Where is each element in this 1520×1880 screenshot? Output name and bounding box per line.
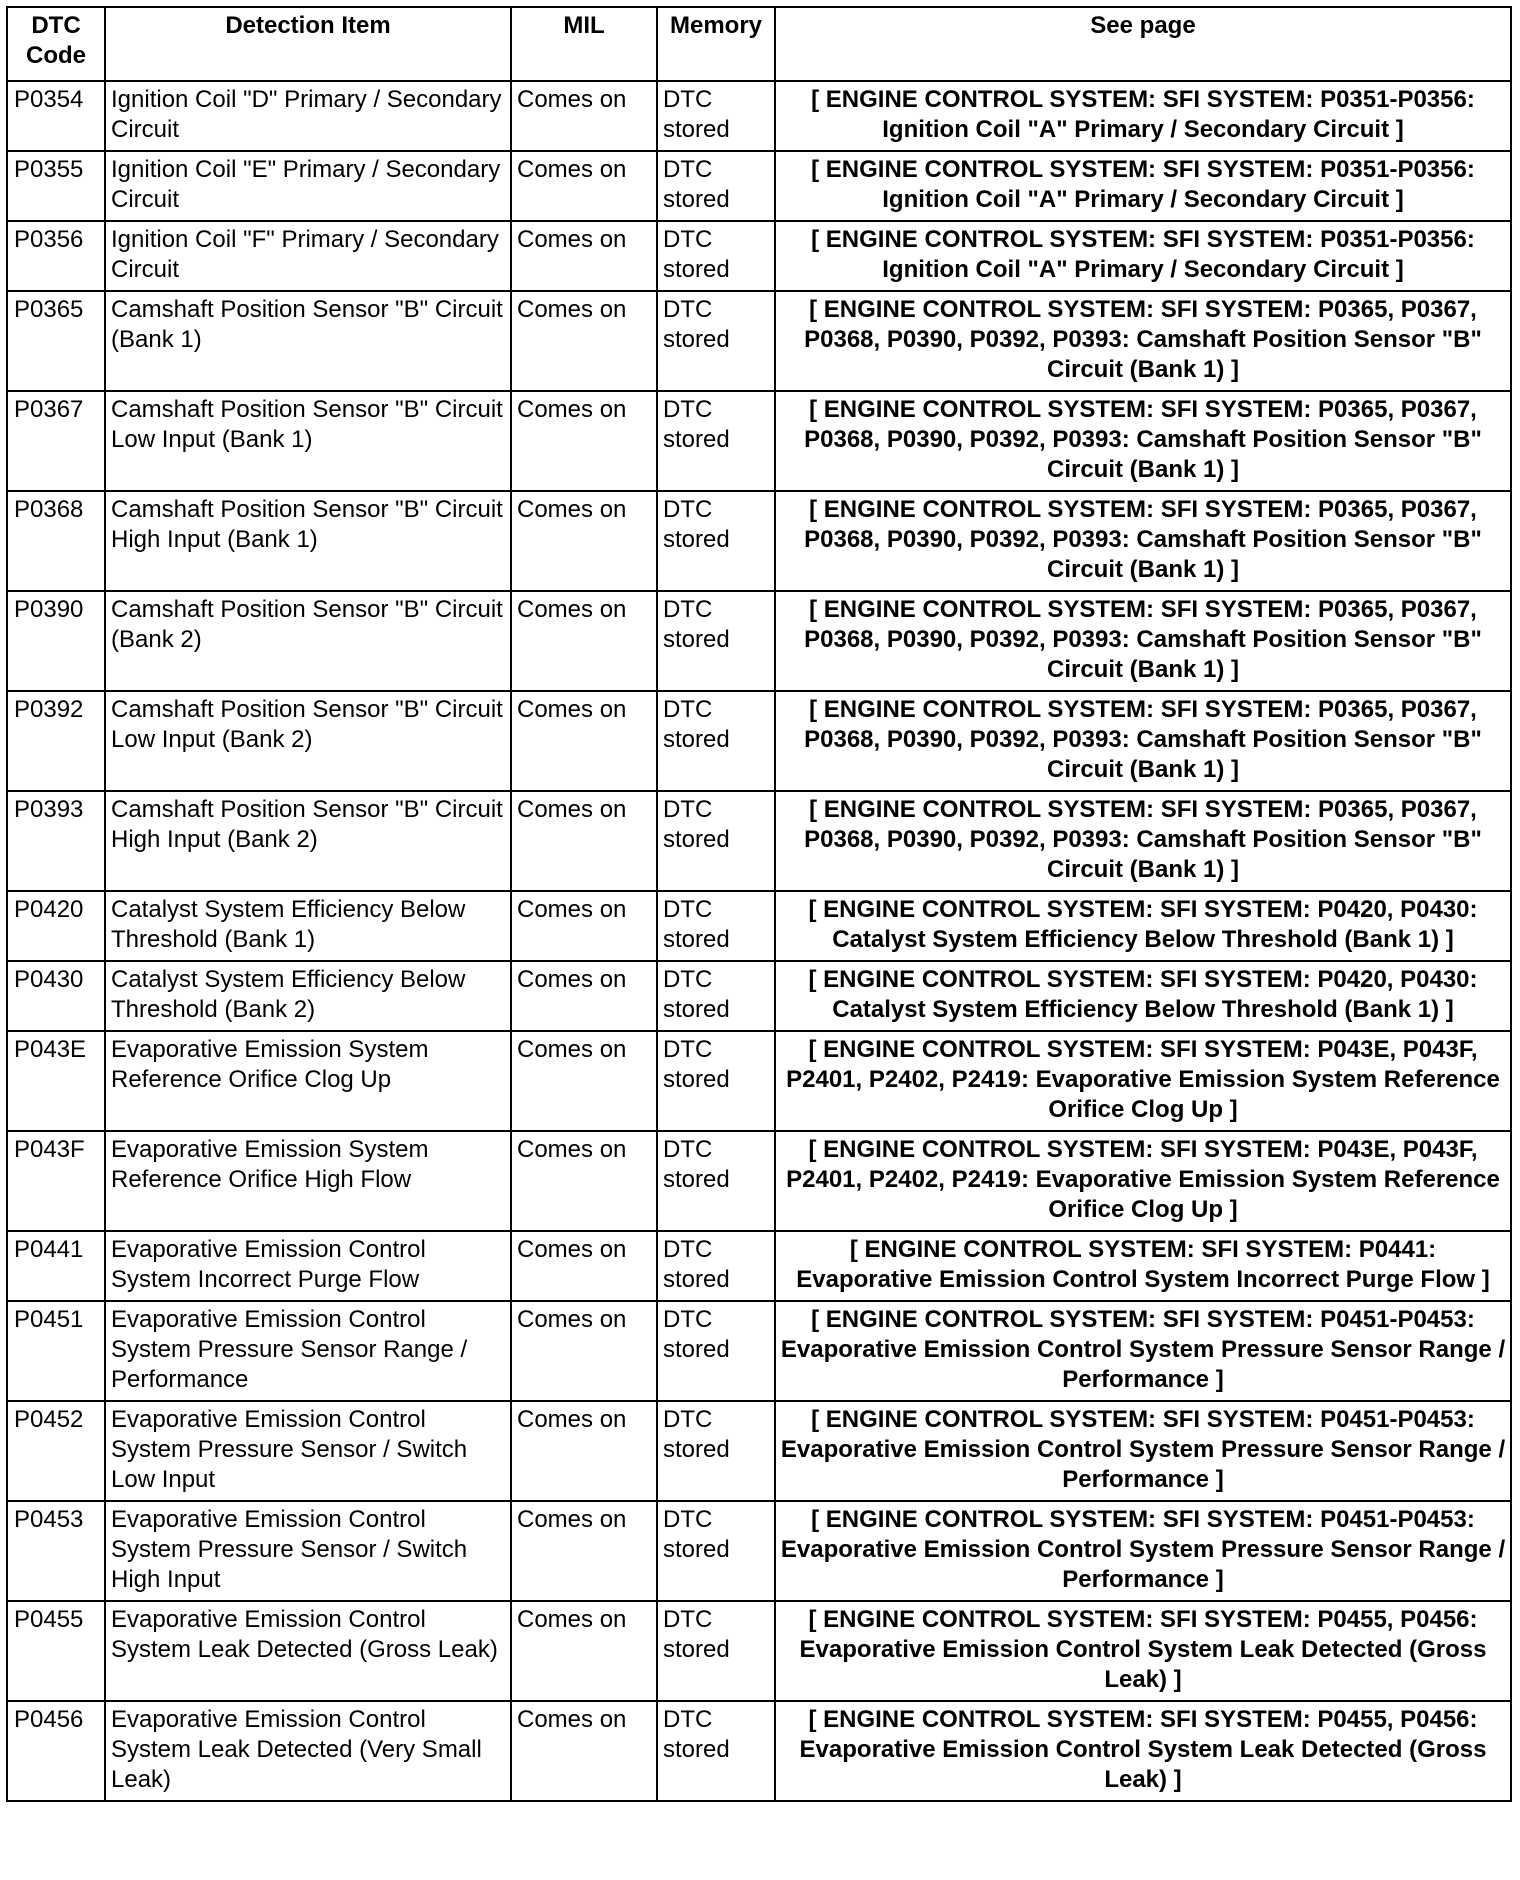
memory-cell: [657, 891, 775, 961]
memory-cell: [657, 1301, 775, 1401]
memory-line-2: stored: [663, 526, 730, 553]
memory-line-1: DTC: [663, 1236, 713, 1263]
memory-cell: [657, 1701, 775, 1801]
dtc-code-cell: P0390: [7, 591, 105, 691]
table-row: [7, 1231, 1511, 1301]
memory-cell: [657, 1131, 775, 1231]
mil-cell: Comes on: [511, 591, 657, 691]
see-page-link[interactable]: [ ENGINE CONTROL SYSTEM: SFI SYSTEM: P0351-P0356: Ignition Coil "A" Primary / Secondary Circuit ]: [775, 221, 1511, 291]
table-row: [7, 691, 1511, 791]
memory-cell: [657, 81, 775, 151]
memory-line-1: DTC: [663, 86, 713, 113]
dtc-code-cell: P0354: [7, 81, 105, 151]
memory-line-1: DTC: [663, 1406, 713, 1433]
mil-cell: Comes on: [511, 151, 657, 221]
memory-line-2: stored: [663, 1066, 730, 1093]
memory-line-1: DTC: [663, 226, 713, 253]
table-row: [7, 791, 1511, 891]
dtc-code-cell: P0356: [7, 221, 105, 291]
dtc-code-cell: P043E: [7, 1031, 105, 1131]
memory-line-2: stored: [663, 826, 730, 853]
see-page-link[interactable]: [ ENGINE CONTROL SYSTEM: SFI SYSTEM: P0365, P0367, P0368, P0390, P0392, P0393: Camshaft Position Sensor "B" Circuit (Bank 1) ]: [775, 591, 1511, 691]
see-page-link[interactable]: [ ENGINE CONTROL SYSTEM: SFI SYSTEM: P043E, P043F, P2401, P2402, P2419: Evaporative Emission System Reference Orifice Clog Up ]: [775, 1031, 1511, 1131]
detection-item-cell: Evaporative Emission Control System Leak Detected (Very Small Leak): [105, 1701, 511, 1801]
mil-cell: Comes on: [511, 1701, 657, 1801]
see-page-link[interactable]: [ ENGINE CONTROL SYSTEM: SFI SYSTEM: P0351-P0356: Ignition Coil "A" Primary / Secondary Circuit ]: [775, 81, 1511, 151]
memory-cell: [657, 791, 775, 891]
memory-line-1: DTC: [663, 796, 713, 823]
table-row: [7, 391, 1511, 491]
memory-line-1: DTC: [663, 1306, 713, 1333]
memory-line-2: stored: [663, 926, 730, 953]
dtc-code-cell: P0453: [7, 1501, 105, 1601]
dtc-code-cell: P0365: [7, 291, 105, 391]
table-row: [7, 891, 1511, 961]
memory-line-2: stored: [663, 1636, 730, 1663]
memory-cell: [657, 291, 775, 391]
detection-item-cell: Catalyst System Efficiency Below Threshold (Bank 1): [105, 891, 511, 961]
memory-cell: [657, 391, 775, 491]
dtc-code-cell: P0368: [7, 491, 105, 591]
dtc-code-cell: P0451: [7, 1301, 105, 1401]
mil-cell: Comes on: [511, 1501, 657, 1601]
see-page-link[interactable]: [ ENGINE CONTROL SYSTEM: SFI SYSTEM: P0455, P0456: Evaporative Emission Control System Leak Detected (Gross Leak) ]: [775, 1701, 1511, 1801]
table-row: [7, 1501, 1511, 1601]
see-page-link[interactable]: [ ENGINE CONTROL SYSTEM: SFI SYSTEM: P0420, P0430: Catalyst System Efficiency Below Threshold (Bank 1) ]: [775, 961, 1511, 1031]
memory-cell: [657, 691, 775, 791]
mil-cell: Comes on: [511, 1401, 657, 1501]
memory-line-2: stored: [663, 426, 730, 453]
mil-cell: Comes on: [511, 491, 657, 591]
mil-cell: Comes on: [511, 391, 657, 491]
detection-item-cell: Camshaft Position Sensor "B" Circuit (Bank 1): [105, 291, 511, 391]
header-detection-item: Detection Item: [105, 7, 511, 81]
mil-cell: Comes on: [511, 1031, 657, 1131]
memory-cell: [657, 1231, 775, 1301]
dtc-table-container: [6, 6, 1512, 1802]
detection-item-cell: Evaporative Emission Control System Pressure Sensor Range / Performance: [105, 1301, 511, 1401]
mil-cell: Comes on: [511, 221, 657, 291]
memory-line-2: stored: [663, 1166, 730, 1193]
memory-line-1: DTC: [663, 296, 713, 323]
mil-cell: Comes on: [511, 1131, 657, 1231]
see-page-link[interactable]: [ ENGINE CONTROL SYSTEM: SFI SYSTEM: P0351-P0356: Ignition Coil "A" Primary / Secondary Circuit ]: [775, 151, 1511, 221]
memory-line-1: DTC: [663, 1136, 713, 1163]
table-row: [7, 291, 1511, 391]
table-row: [7, 81, 1511, 151]
memory-cell: [657, 961, 775, 1031]
table-row: [7, 1301, 1511, 1401]
header-dtc-code-line2: Code: [26, 42, 86, 69]
dtc-code-cell: P043F: [7, 1131, 105, 1231]
memory-line-1: DTC: [663, 396, 713, 423]
table-row: [7, 1401, 1511, 1501]
memory-line-2: stored: [663, 326, 730, 353]
table-row: [7, 151, 1511, 221]
mil-cell: Comes on: [511, 891, 657, 961]
memory-line-2: stored: [663, 1736, 730, 1763]
see-page-link[interactable]: [ ENGINE CONTROL SYSTEM: SFI SYSTEM: P043E, P043F, P2401, P2402, P2419: Evaporative Emission System Reference Orifice Clog Up ]: [775, 1131, 1511, 1231]
memory-line-2: stored: [663, 116, 730, 143]
memory-line-2: stored: [663, 186, 730, 213]
detection-item-cell: Camshaft Position Sensor "B" Circuit Low Input (Bank 2): [105, 691, 511, 791]
memory-line-1: DTC: [663, 496, 713, 523]
see-page-link[interactable]: [ ENGINE CONTROL SYSTEM: SFI SYSTEM: P0365, P0367, P0368, P0390, P0392, P0393: Camshaft Position Sensor "B" Circuit (Bank 1) ]: [775, 691, 1511, 791]
detection-item-cell: Camshaft Position Sensor "B" Circuit (Bank 2): [105, 591, 511, 691]
dtc-code-cell: P0430: [7, 961, 105, 1031]
mil-cell: Comes on: [511, 81, 657, 151]
header-see-page: See page: [775, 7, 1511, 81]
see-page-link[interactable]: [ ENGINE CONTROL SYSTEM: SFI SYSTEM: P0420, P0430: Catalyst System Efficiency Below Threshold (Bank 1) ]: [775, 891, 1511, 961]
detection-item-cell: Evaporative Emission Control System Incorrect Purge Flow: [105, 1231, 511, 1301]
memory-line-1: DTC: [663, 896, 713, 923]
detection-item-cell: Ignition Coil "D" Primary / Secondary Circuit: [105, 81, 511, 151]
detection-item-cell: Camshaft Position Sensor "B" Circuit High Input (Bank 2): [105, 791, 511, 891]
see-page-link[interactable]: [ ENGINE CONTROL SYSTEM: SFI SYSTEM: P0441: Evaporative Emission Control System Incorrect Purge Flow ]: [775, 1231, 1511, 1301]
see-page-link[interactable]: [ ENGINE CONTROL SYSTEM: SFI SYSTEM: P0451-P0453: Evaporative Emission Control System Pressure Sensor Range / Performance ]: [775, 1501, 1511, 1601]
mil-cell: Comes on: [511, 1231, 657, 1301]
mil-cell: Comes on: [511, 691, 657, 791]
dtc-code-cell: P0420: [7, 891, 105, 961]
see-page-link[interactable]: [ ENGINE CONTROL SYSTEM: SFI SYSTEM: P0451-P0453: Evaporative Emission Control System Pressure Sensor Range / Performance ]: [775, 1401, 1511, 1501]
memory-line-1: DTC: [663, 696, 713, 723]
detection-item-cell: Evaporative Emission Control System Pressure Sensor / Switch High Input: [105, 1501, 511, 1601]
mil-cell: Comes on: [511, 291, 657, 391]
table-row: [7, 591, 1511, 691]
table-row: [7, 1031, 1511, 1131]
memory-line-2: stored: [663, 1266, 730, 1293]
memory-cell: [657, 491, 775, 591]
detection-item-cell: Catalyst System Efficiency Below Threshold (Bank 2): [105, 961, 511, 1031]
detection-item-cell: Evaporative Emission System Reference Orifice High Flow: [105, 1131, 511, 1231]
memory-line-2: stored: [663, 996, 730, 1023]
dtc-code-cell: P0355: [7, 151, 105, 221]
see-page-link[interactable]: [ ENGINE CONTROL SYSTEM: SFI SYSTEM: P0455, P0456: Evaporative Emission Control System Leak Detected (Gross Leak) ]: [775, 1601, 1511, 1701]
mil-cell: Comes on: [511, 1301, 657, 1401]
table-row: [7, 491, 1511, 591]
memory-cell: [657, 151, 775, 221]
dtc-code-cell: P0367: [7, 391, 105, 491]
table-header-row: [7, 7, 1511, 81]
detection-item-cell: Evaporative Emission Control System Leak Detected (Gross Leak): [105, 1601, 511, 1701]
table-row: [7, 1131, 1511, 1231]
table-row: [7, 221, 1511, 291]
detection-item-cell: Evaporative Emission Control System Pressure Sensor / Switch Low Input: [105, 1401, 511, 1501]
memory-line-1: DTC: [663, 1706, 713, 1733]
memory-line-2: stored: [663, 1436, 730, 1463]
memory-line-2: stored: [663, 256, 730, 283]
memory-cell: [657, 1401, 775, 1501]
memory-cell: [657, 1501, 775, 1601]
mil-cell: Comes on: [511, 1601, 657, 1701]
dtc-code-cell: P0452: [7, 1401, 105, 1501]
see-page-link[interactable]: [ ENGINE CONTROL SYSTEM: SFI SYSTEM: P0365, P0367, P0368, P0390, P0392, P0393: Camshaft Position Sensor "B" Circuit (Bank 1) ]: [775, 291, 1511, 391]
dtc-code-cell: P0393: [7, 791, 105, 891]
detection-item-cell: Ignition Coil "E" Primary / Secondary Circuit: [105, 151, 511, 221]
dtc-code-cell: P0392: [7, 691, 105, 791]
memory-cell: [657, 1601, 775, 1701]
dtc-code-cell: P0456: [7, 1701, 105, 1801]
memory-line-1: DTC: [663, 596, 713, 623]
memory-line-2: stored: [663, 626, 730, 653]
see-page-link[interactable]: [ ENGINE CONTROL SYSTEM: SFI SYSTEM: P0365, P0367, P0368, P0390, P0392, P0393: Camshaft Position Sensor "B" Circuit (Bank 1) ]: [775, 491, 1511, 591]
mil-cell: Comes on: [511, 791, 657, 891]
memory-line-1: DTC: [663, 966, 713, 993]
detection-item-cell: Camshaft Position Sensor "B" Circuit Low Input (Bank 1): [105, 391, 511, 491]
mil-cell: Comes on: [511, 961, 657, 1031]
table-row: [7, 961, 1511, 1031]
detection-item-cell: Camshaft Position Sensor "B" Circuit High Input (Bank 1): [105, 491, 511, 591]
memory-line-1: DTC: [663, 1036, 713, 1063]
memory-cell: [657, 221, 775, 291]
detection-item-cell: Ignition Coil "F" Primary / Secondary Circuit: [105, 221, 511, 291]
memory-line-1: DTC: [663, 1506, 713, 1533]
table-body: [7, 81, 1511, 1801]
header-dtc-code-line1: DTC: [31, 12, 81, 39]
header-mil: MIL: [511, 7, 657, 81]
table-row: [7, 1701, 1511, 1801]
memory-line-1: DTC: [663, 156, 713, 183]
table-row: [7, 1601, 1511, 1701]
dtc-code-cell: P0441: [7, 1231, 105, 1301]
header-memory: Memory: [657, 7, 775, 81]
header-dtc-code: [7, 7, 105, 81]
memory-line-2: stored: [663, 726, 730, 753]
see-page-link[interactable]: [ ENGINE CONTROL SYSTEM: SFI SYSTEM: P0365, P0367, P0368, P0390, P0392, P0393: Camshaft Position Sensor "B" Circuit (Bank 1) ]: [775, 791, 1511, 891]
memory-cell: [657, 1031, 775, 1131]
memory-line-2: stored: [663, 1536, 730, 1563]
memory-line-1: DTC: [663, 1606, 713, 1633]
see-page-link[interactable]: [ ENGINE CONTROL SYSTEM: SFI SYSTEM: P0451-P0453: Evaporative Emission Control System Pressure Sensor Range / Performance ]: [775, 1301, 1511, 1401]
dtc-table: [6, 6, 1512, 1802]
memory-line-2: stored: [663, 1336, 730, 1363]
memory-cell: [657, 591, 775, 691]
detection-item-cell: Evaporative Emission System Reference Orifice Clog Up: [105, 1031, 511, 1131]
dtc-code-cell: P0455: [7, 1601, 105, 1701]
see-page-link[interactable]: [ ENGINE CONTROL SYSTEM: SFI SYSTEM: P0365, P0367, P0368, P0390, P0392, P0393: Camshaft Position Sensor "B" Circuit (Bank 1) ]: [775, 391, 1511, 491]
